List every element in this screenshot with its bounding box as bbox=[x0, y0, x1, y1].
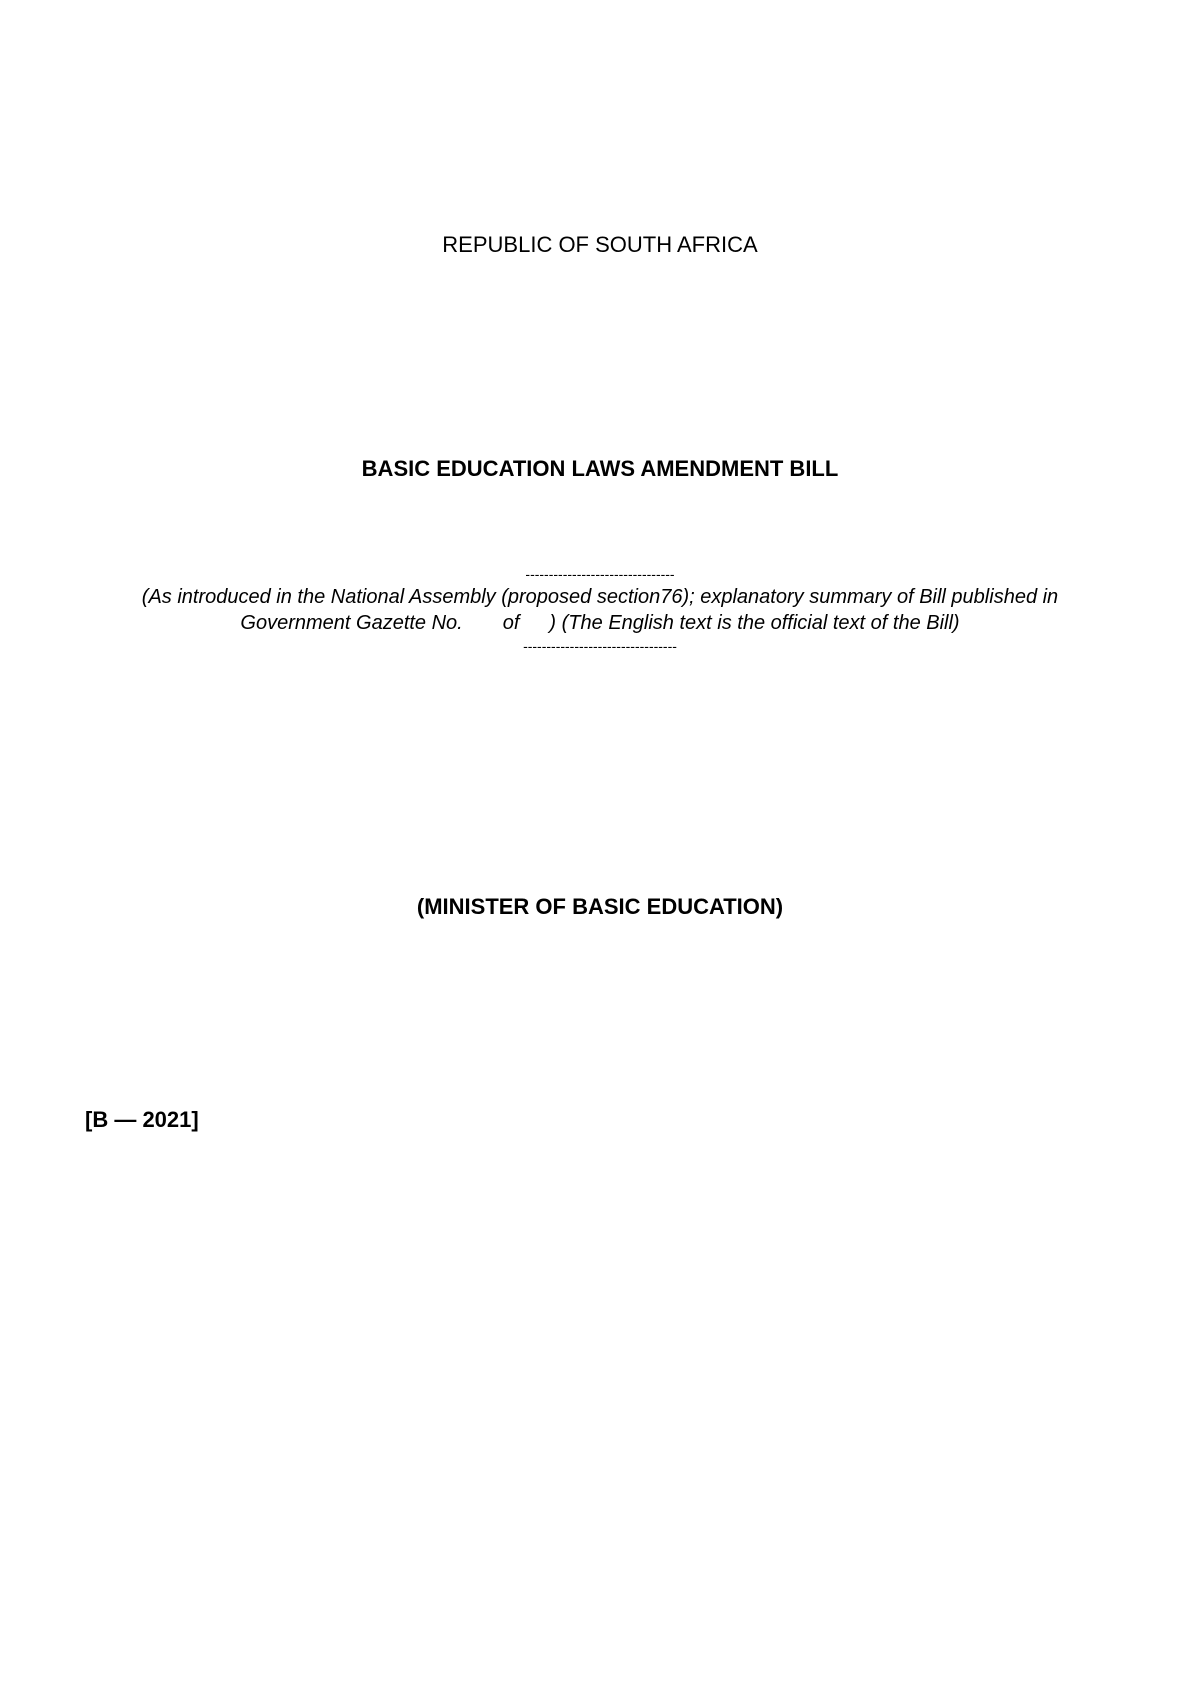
gazette-of: of bbox=[502, 612, 520, 634]
bill-number: [B — 2021] bbox=[85, 1107, 199, 1132]
sponsor-minister: (MINISTER OF BASIC EDUCATION) bbox=[416, 894, 784, 919]
introduction-text bbox=[60, 584, 1140, 636]
introduction-note bbox=[60, 566, 1140, 654]
introduction-line-1: (As introduced in the National Assembly (proposed section76); explanatory summary of Bill published in bbox=[141, 586, 1059, 608]
country-heading: REPUBLIC OF SOUTH AFRICA bbox=[442, 232, 758, 257]
separator-bottom: --------------------------------- bbox=[523, 638, 677, 654]
official-text-note: ) (The English text is the official text of the Bill) bbox=[549, 612, 960, 634]
introduction-line-2 bbox=[60, 610, 1140, 636]
bill-title: BASIC EDUCATION LAWS AMENDMENT BILL bbox=[361, 456, 839, 481]
separator-top: -------------------------------- bbox=[525, 566, 675, 582]
gazette-label: Government Gazette No. bbox=[240, 612, 463, 634]
